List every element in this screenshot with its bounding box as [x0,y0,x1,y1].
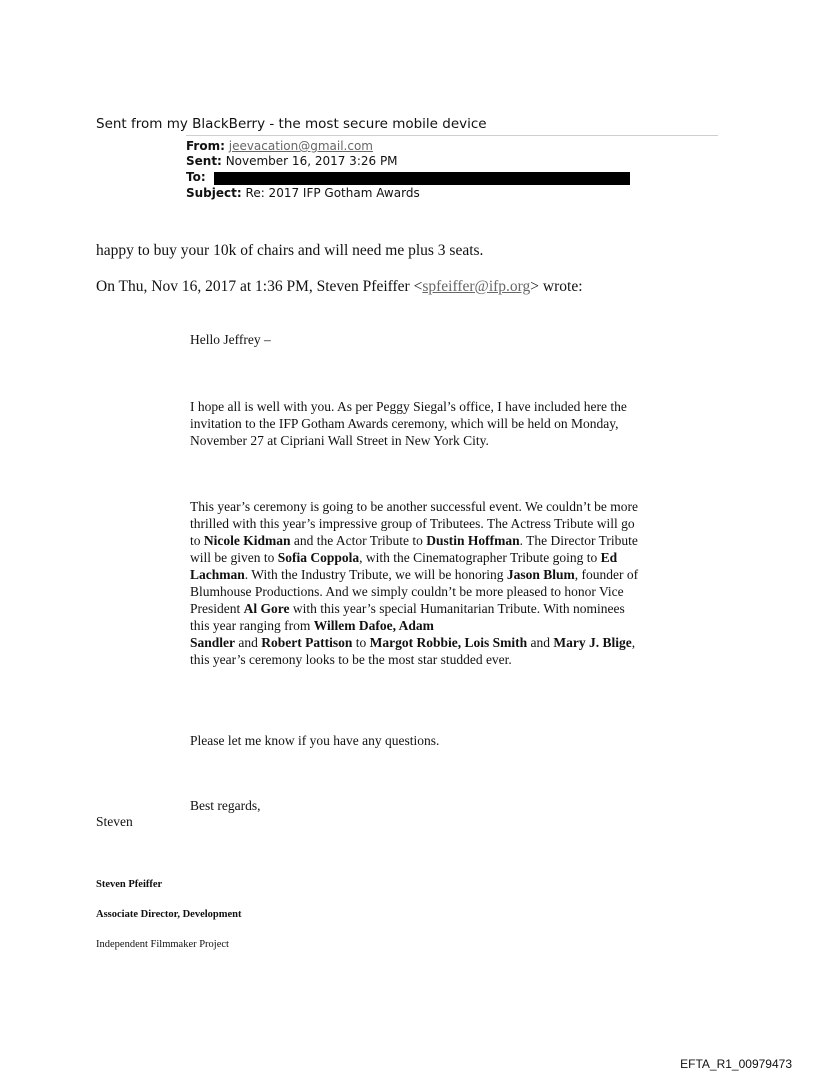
honoree-name: Sandler [190,635,236,650]
signature-name: Steven Pfeiffer [96,879,163,890]
header-divider [186,135,718,136]
para-text: , founder of Blumhouse Productions. And we simply couldn’t be more pleased to honor Vice President [190,567,639,616]
honoree-name: Sofia Coppola [277,550,360,565]
honoree-name: Margot Robbie, Lois Smith [369,635,528,650]
reply-text: happy to buy your 10k of chairs and will need me plus 3 seats. [96,242,484,259]
quote-intro-suffix: > wrote: [530,278,583,295]
quote-email-link[interactable]: spfeiffer@ifp.org [422,278,531,295]
para-text: This year’s ceremony is going to be another successful event. We couldn’t be more thrilled with this year’s impressive group of Tributees. The Actress Tribute will go to [190,499,639,548]
subject-value: Re: 2017 IFP Gotham Awards [245,186,420,200]
honoree-name: Nicole Kidman [203,533,291,548]
sender-first-name: Steven [96,814,133,829]
sent-row [186,154,398,168]
sent-from-line: Sent from my BlackBerry - the most secure mobile device [96,116,487,132]
honoree-name: Al Gore [243,601,290,616]
paragraph-questions: Please let me know if you have any questions. [190,733,440,748]
para-text: , this year’s ceremony looks to be the most star studded ever. [190,635,636,667]
greeting: Hello Jeffrey – [190,332,271,347]
para-text: with this year’s special Humanitarian Tribute. With nominees this year ranging from [190,601,625,633]
para-text: to [352,635,370,650]
from-label: From: [186,139,225,153]
subject-row [186,186,420,200]
redaction-bar [214,172,630,185]
sent-label: Sent: [186,154,222,168]
para-text: . With the Industry Tribute, we will be honoring [244,567,507,582]
document-id: EFTA_R1_00979473 [680,1057,792,1071]
para-text: and [527,635,554,650]
honoree-name: Dustin Hoffman [426,533,520,548]
honoree-name: Robert Pattison [261,635,353,650]
from-row [186,139,373,153]
paragraph-tributes [190,498,640,668]
para-text: . The Director Tribute will be given to [190,533,638,565]
sent-value: November 16, 2017 3:26 PM [225,154,398,168]
para-text: , with the Cinematographer Tribute going to [359,550,601,565]
signature-title: Associate Director, Development [96,909,242,920]
para-text: and [235,635,262,650]
honoree-name: Ed Lachman [190,550,618,582]
paragraph-invitation: I hope all is well with you. As per Peggy Siegal’s office, I have included here the invitation to the IFP Gotham Awards ceremony, which will be held on Monday, November 27 at Cipriani Wall Street in New York City. [190,399,627,448]
honoree-name: Willem Dafoe, Adam [313,618,434,633]
to-label: To: [186,170,206,184]
from-email-link[interactable]: jeevacation@gmail.com [228,139,373,153]
honoree-name: Mary J. Blige [553,635,632,650]
quote-intro [96,278,583,296]
closing: Best regards, [190,798,261,813]
quote-intro-prefix: On Thu, Nov 16, 2017 at 1:36 PM, Steven Pfeiffer < [96,278,423,295]
signature-org: Independent Filmmaker Project [96,939,229,950]
to-row [186,170,206,184]
subject-label: Subject: [186,186,242,200]
honoree-name: Jason Blum [506,567,575,582]
para-text: and the Actor Tribute to [290,533,427,548]
